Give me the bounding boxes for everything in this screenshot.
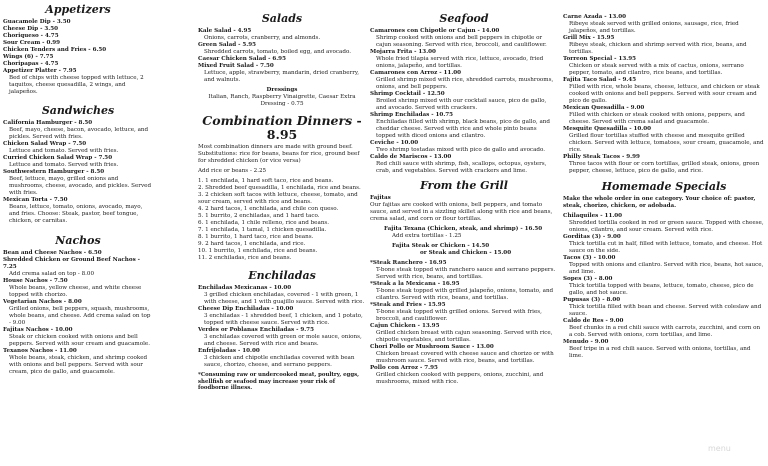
nachos-item-name: Texanos Nachos - 11.00	[3, 348, 77, 354]
special-item-name: Sopes (3) - 8.00	[563, 276, 613, 282]
nachos-item-name: Bean and Cheese Nachos - 6.50	[3, 250, 102, 256]
enchilada-item-name: Enchiladas Mexicanas - 10.00	[198, 285, 292, 291]
combination-item: 11. 2 enchiladas, rice and beans.	[198, 255, 292, 261]
nachos-item	[3, 278, 153, 299]
combination-item: 2. Shredded beef quesadilla, 1 enchilada, rice and beans.	[198, 185, 361, 191]
sandwich-item	[3, 169, 153, 197]
seafood-item-description: Whole fried tilapia served with rice, lettuce, avocado, fried onions, jalapeño, and tortillas.	[376, 56, 544, 69]
grill-extra-item	[563, 14, 765, 35]
special-item	[563, 234, 765, 255]
seafood-item	[370, 91, 558, 112]
seafood-item-description: Shrimp cooked with onions and bell peppers in chipotle or cajun seasoning. Served with rice, broccoli, and cauliflower.	[376, 35, 547, 48]
grill-extra-item-description: Ribeye steak served with grilled onions, sausage, rice, fried jalapeños, and tortillas.	[569, 21, 739, 34]
combination-item: 9. 2 hard tacos, 1 enchilada, and rice.	[198, 241, 306, 247]
special-item-description: Beef chunks in a red chili sauce with carrots, zucchini, and corn on a cob. Served with onions, corn tortillas, and lime.	[569, 325, 761, 338]
sandwich-item-description: Beef, mayo, cheese, bacon, avocado, lettuce, and pickles. Served with fries.	[9, 127, 149, 140]
seafood-item-name: Ceviche - 10.00	[370, 140, 419, 146]
grill-item-name: *Steak a la Mexicana - 16.95	[370, 281, 460, 287]
grill-extra-item	[563, 126, 765, 154]
raw-food-warning: *Consuming raw or undercooked meat, poultry, eggs, shellfish or seafood may increase your risk of foodborne illness.	[198, 372, 359, 392]
appetizer-item	[3, 40, 153, 47]
sandwich-item-name: Mexican Torta - 7.50	[3, 197, 68, 203]
appetizer-item	[3, 26, 153, 33]
grill-extra-item	[563, 77, 765, 105]
salad-item-description: Lettuce, apple, strawberry, mandarin, dried cranberry, and walnuts.	[204, 70, 360, 83]
seafood-item	[370, 112, 558, 140]
combination-title-text: Combination Dinners	[202, 113, 353, 128]
appetizer-item-description: Bed of chips with cheese topped with lettuce, 2 taquitos, cheese quesadilla, 2 wings, and jalapeños.	[9, 75, 144, 95]
appetizer-item	[3, 19, 153, 26]
special-item-description: Thick tortilla cut in half, filled with lettuce, tomato, and cheese. Hot sauce on the side.	[569, 241, 763, 254]
combination-add: Add rice or beans - 2.25	[198, 168, 267, 174]
seafood-title: Seafood	[439, 12, 489, 25]
enchilada-item-description: 3 enchiladas - 1 shredded beef, 1 chicken, and 1 potato, topped with cheese sauce. Served with rice.	[204, 313, 363, 326]
enchilada-item-description: 3 grilled chicken enchiladas, covered - 1 with green, 1 with cheese, and 1 with guajillo sauce. Served with rice.	[204, 292, 365, 305]
special-item-description: Beef tripe in a red chili sauce. Served with onions, tortillas, and lime.	[569, 346, 751, 359]
enchilada-item-description: 3 chicken and chipotle enchiladas covered with bean sauce, chorizo, cheese, and serrano peppers.	[204, 355, 355, 368]
grill-item-description: T-bone steak topped with grilled jalapeño, onions, tomato, and cilantro. Served with rice, beans, and tortillas.	[376, 288, 554, 301]
fajitas-description: Our fajitas are cooked with onions, bell peppers, and tomato sauce, and served in a sizzling skillet along with rice and beans, crema salad, and corn or flour tortillas.	[370, 202, 553, 222]
grill-extra-item-description: Filled with rice, whole beans, cheese, lettuce, and chicken or steak cooked with onions and bell peppers. Served with sour cream and pico de gallo.	[569, 84, 760, 104]
appetizer-item-name: Choriqueso - 4.75	[3, 33, 59, 39]
appetizer-item-name: Chicken Tenders and Fries - 6.50	[3, 47, 107, 53]
appetizer-item-name: Guacamole Dip - 3.50	[3, 19, 71, 25]
appetizer-item-name: Wings (6) - 7.75	[3, 54, 54, 60]
combination-item: 4. 2 hard tacos, 1 enchilada, and chile con queso.	[198, 206, 339, 212]
grill-item	[370, 302, 558, 323]
salad-item	[198, 56, 366, 63]
seafood-item-name: Mojarra Frita - 13.00	[370, 49, 436, 55]
appetizer-item	[3, 54, 153, 61]
grill-title: From the Grill	[420, 179, 508, 192]
grill-extra-item	[563, 35, 765, 56]
grill-extra-item-description: Chicken or steak served with a mix of cactus, onions, serrano pepper, tomato, and cilantro, rice beans, and tortillas.	[569, 63, 744, 76]
nachos-item-description: Steak or chicken cooked with onions and bell peppers. Served with sour cream and guacamole.	[9, 334, 150, 347]
special-item-description: Thick tortilla filled with bean and cheese. Served with coleslaw and sauce.	[569, 304, 762, 317]
seafood-item-name: Camarones con Chipotle or Cajun - 14.00	[370, 28, 500, 34]
seafood-item-description: Two shrimp tostadas mixed with pico de gallo and avocado.	[376, 147, 546, 153]
grill-item-name: Chori Pollo or Mushroom Sauce - 13.00	[370, 344, 494, 350]
appetizer-item	[3, 68, 153, 96]
seafood-item-name: Caldo de Mariscos - 13.00	[370, 154, 452, 160]
fajita-steak: Fajita Steak or Chicken - 14.50	[392, 243, 490, 249]
appetizer-item-name: Choripapas - 4.75	[3, 61, 59, 67]
nachos-item-name: Vegetarian Nachos - 8.00	[3, 299, 82, 305]
grill-list	[370, 260, 558, 386]
special-item	[563, 255, 765, 276]
enchilada-item-name: Verdes or Poblanas Enchiladas - 9.75	[198, 327, 314, 333]
grill-item	[370, 260, 558, 281]
grill-extra-item-name: Fajita Taco Salad - 9.45	[563, 77, 637, 83]
nachos-list	[3, 250, 153, 376]
special-item	[563, 339, 765, 360]
column-appetizers-sandwiches-nachos	[3, 0, 153, 466]
grill-item	[370, 344, 558, 365]
special-item-name: Chilaquiles - 11.00	[563, 213, 623, 219]
special-item-name: Caldo de Res - 9.00	[563, 318, 624, 324]
salad-item-name: Kale Salad - 4.95	[198, 28, 252, 34]
special-item-description: Shredded tortilla cooked in red or green sauce. Topped with cheese, onions, cilantro, and sour cream. Served with rice.	[569, 220, 764, 233]
salad-item-name: Mixed Fruit Salad - 7.50	[198, 63, 274, 69]
grill-item	[370, 365, 558, 386]
nachos-item-description: Add crema salad on top - 8.00	[9, 271, 95, 277]
combination-item: 7. 1 enchilada, 1 tamal, 1 chicken quesadilla.	[198, 227, 327, 233]
combination-item: 10. 1 burrito, 1 enchilada, rice and beans.	[198, 248, 318, 254]
appetizer-item	[3, 61, 153, 68]
salad-item	[198, 28, 366, 42]
special-item	[563, 213, 765, 234]
seafood-item-name: Shrimp Enchiladas - 10.75	[370, 112, 454, 118]
grill-extra-item-description: Grilled flour tortillas stuffed with cheese and mesquite grilled chicken. Served with lettuce, tomatoes, sour cream, guacamole, and rice.	[569, 133, 764, 153]
sandwiches-list	[3, 120, 153, 225]
sandwich-item-description: Beans, lettuce, tomato, onions, avocado, mayo, and fries. Choose: Steak, pastor, beef tongue, chicken, or carnitas.	[9, 204, 143, 224]
grill-extra-item-description: Three tacos with flour or corn tortillas, grilled steak, onions, green pepper, cheese, lettuce, pico de gallo, and rice.	[569, 161, 760, 174]
nachos-title: Nachos	[55, 234, 101, 247]
grill-item-name: Pollo con Arroz - 7.95	[370, 365, 438, 371]
nachos-item	[3, 327, 153, 348]
grill-extra-item	[563, 105, 765, 126]
combination-item: 3. 2 chicken soft tacos with lettuce, cheese, tomato, and sour cream, served with rice and beans.	[198, 192, 358, 205]
seafood-item	[370, 140, 558, 154]
nachos-item-name: Shredded Chicken or Ground Beef Nachos - 7.25	[3, 257, 140, 270]
seafood-item-description: Grilled shrimp mixed with rice, shredded carrots, mushrooms, onions, and bell peppers.	[376, 77, 554, 90]
grill-extra-item	[563, 56, 765, 77]
sandwich-item-name: California Hamburger - 8.50	[3, 120, 93, 126]
grill-item-name: Cajun Chicken - 13.95	[370, 323, 440, 329]
grill-item	[370, 323, 558, 344]
grill-item-description: Grilled chicken cooked with peppers, onions, zucchini, and mushrooms, mixed with rice.	[376, 372, 544, 385]
watermark-text: menu	[708, 444, 731, 453]
grill-extra-item-description: Filled with chicken or steak cooked with onions, peppers, and cheese. Served with crema salad and guacamole.	[569, 112, 745, 125]
salad-item-description: Shredded carrots, tomato, boiled egg, and avocado.	[204, 49, 352, 55]
nachos-item	[3, 299, 153, 327]
special-item-name: Pupusas (3) - 8.00	[563, 297, 621, 303]
combination-price: - 8.95	[266, 113, 362, 142]
enchilada-item	[198, 327, 366, 348]
special-item-description: Thick tortilla topped with beans, lettuce, tomato, cheese, pico de gallo, and hot sauce.	[569, 283, 754, 296]
special-item	[563, 276, 765, 297]
salad-item-name: Caesar Chicken Salad - 6.95	[198, 56, 286, 62]
special-item-description: Topped with onions and cilantro. Served with rice, beans, hot sauce, and lime.	[569, 262, 764, 275]
combination-item: 6. 1 enchilada, 1 chile relleno, rice and beans.	[198, 220, 330, 226]
grill-extra-item-name: Mesquite Quesadilla - 10.00	[563, 126, 652, 132]
sandwich-item-description: Beef, lettuce, mayo, grilled onions and mushrooms, cheese, avocado, and pickles. Served with fries.	[9, 176, 152, 196]
seafood-item-description: Broiled shrimp mixed with our cocktail sauce, pico de gallo, and avocado. Served with crackers.	[376, 98, 547, 111]
sandwich-item	[3, 155, 153, 169]
appetizer-item-name: Cheese Dip - 3.50	[3, 26, 59, 32]
grill-item-description: Chicken breast covered with cheese sauce and chorizo or with mushroom sauce. Served with rice, beans, and tortillas.	[376, 351, 554, 364]
combination-title	[198, 114, 366, 142]
combination-item: 5. 1 burrito, 2 enchiladas, and 1 hard taco.	[198, 213, 320, 219]
grill-extra-item-name: Grill Mix - 15.95	[563, 35, 615, 41]
sandwiches-title: Sandwiches	[41, 104, 115, 117]
nachos-item	[3, 250, 153, 257]
salad-item	[198, 63, 366, 84]
nachos-item	[3, 257, 153, 278]
special-item-name: Gorditas (3) - 9.00	[563, 234, 621, 240]
seafood-item	[370, 28, 558, 49]
special-item	[563, 297, 765, 318]
special-item-name: Menudo - 9.00	[563, 339, 609, 345]
salads-list	[198, 28, 366, 84]
grill-extra-item-description: Ribeye steak, chicken and shrimp served with rice, beans, and tortillas.	[569, 42, 747, 55]
nachos-item	[3, 348, 153, 376]
fajitas-title: Fajitas	[370, 195, 391, 201]
column-salads-combos-enchiladas	[198, 0, 366, 466]
grill-item-description: Grilled chicken breast with cajun seasoning. Served with rice, chipotle vegetables, and tortillas.	[376, 330, 553, 343]
nachos-item-name: Fajitas Nachos - 10.00	[3, 327, 73, 333]
column-grill-specials	[563, 0, 765, 466]
enchilada-item	[198, 306, 366, 327]
combination-intro: Most combination dinners are made with ground beef. Substitutions: rice for beans, beans for rice, ground beef for shredded chicken (or vice versa)	[198, 144, 360, 164]
appetizer-item	[3, 33, 153, 40]
specials-title: Homemade Specials	[601, 180, 727, 193]
salad-item	[198, 42, 366, 56]
enchiladas-title: Enchiladas	[248, 269, 316, 282]
seafood-item	[370, 49, 558, 70]
nachos-item-description: Whole beans, steak, chicken, and shrimp cooked with onions and bell peppers. Served with sour cream, pico de gallo, and guacamole.	[9, 355, 148, 375]
sandwich-item-name: Southwestern Hamburger - 8.50	[3, 169, 105, 175]
salads-title: Salads	[261, 12, 303, 25]
appetizers-title: Appetizers	[45, 3, 111, 16]
grill-extra-item-name: Torreon Special - 13.95	[563, 56, 636, 62]
fajita-steak-chicken: or Steak and Chicken - 15.00	[420, 250, 512, 256]
grill-extra-item-name: Philly Steak Tacos - 9.99	[563, 154, 640, 160]
seafood-item-description: Red chili sauce with shrimp, fish, scallops, octopus, oysters, crab, and vegetables. Served with crackers and lime.	[376, 161, 547, 174]
dressings-title: Dressings	[266, 87, 298, 93]
grill-extra-item	[563, 154, 765, 175]
grill-extra-list	[563, 14, 765, 175]
enchilada-item-name: Enfrijoladas - 10.00	[198, 348, 260, 354]
appetizer-item	[3, 47, 153, 54]
grill-extra-item-name: Carne Azada - 13.00	[563, 14, 627, 20]
seafood-list	[370, 28, 558, 175]
grill-item	[370, 281, 558, 302]
dressings-text: Italian, Ranch, Raspberry Vinaigrette, Caesar Extra Dressing - 0.75	[208, 94, 356, 107]
seafood-item-description: Enchiladas filled with shrimp, black beans, pico de gallo, and cheddar cheese. Served with rice and whole pinto beans topped with diced onions and cilantro.	[376, 119, 550, 139]
combination-list	[198, 178, 366, 262]
enchilada-item-name: Cheese Dip Enchiladas - 10.00	[198, 306, 294, 312]
grill-item-name: *Steak and Fries - 15.95	[370, 302, 446, 308]
nachos-item-description: Grilled onions, bell peppers, squash, mushrooms, whole beans, and cheese. Add crema salad on top - 9.00	[9, 306, 151, 326]
sandwich-item-description: Lettuce and tomato. Served with fries.	[9, 148, 119, 154]
fajita-texana: Fajita Texana (Chicken, steak, and shrimp) - 16.50	[384, 226, 543, 232]
enchilada-item	[198, 348, 366, 369]
grill-item-description: T-bone steak topped with grilled onions. Served with fries, broccoli, and cauliflower.	[376, 309, 542, 322]
nachos-item-name: House Nachos - 7.50	[3, 278, 68, 284]
sandwich-item-description: Lettuce and tomato. Served with fries.	[9, 162, 119, 168]
sandwich-item-name: Curried Chicken Salad Wrap - 7.50	[3, 155, 113, 161]
specials-list	[563, 213, 765, 360]
enchilada-item-description: 3 enchiladas covered with green or mole sauce, onions, and cheese. Served with rice and beans.	[204, 334, 362, 347]
grill-extra-item-name: Mexican Quesadilla - 9.00	[563, 105, 645, 111]
appetizers-list	[3, 19, 153, 96]
combination-item: 8. 1 burrito, 1 hard taco, rice and beans.	[198, 234, 314, 240]
appetizer-item-name: Appetizer Platter - 7.95	[3, 68, 77, 74]
sandwich-item	[3, 141, 153, 155]
enchilada-item	[198, 285, 366, 306]
enchiladas-list	[198, 285, 366, 369]
sandwich-item	[3, 197, 153, 225]
salad-item-name: Green Salad - 5.95	[198, 42, 257, 48]
salad-item-description: Onions, carrots, cranberry, and almonds.	[204, 35, 321, 41]
special-item	[563, 318, 765, 339]
seafood-item-name: Shrimp Cocktail - 12.50	[370, 91, 445, 97]
combination-item: 1. 1 enchilada, 1 hard soft taco, rice and beans.	[198, 178, 334, 184]
special-item-name: Tacos (3) - 10.00	[563, 255, 616, 261]
seafood-item	[370, 70, 558, 91]
appetizer-item-name: Sour Cream - 0.99	[3, 40, 61, 46]
grill-item-name: *Steak Ranchero - 16.95	[370, 260, 447, 266]
nachos-item-description: Whole beans, yellow cheese, and white cheese topped with chorizo.	[9, 285, 142, 298]
specials-intro: Make the whole order in one category. Your choice of: pastor, steak, chorizo, chicken, or adobada.	[563, 196, 756, 209]
column-seafood-grill	[370, 0, 558, 466]
fajita-texana-add: Add extra tortillas - 1.25	[392, 233, 462, 239]
sandwich-item	[3, 120, 153, 141]
seafood-item	[370, 154, 558, 175]
sandwich-item-name: Chicken Salad Wrap - 7.50	[3, 141, 87, 147]
grill-item-description: T-bone steak topped with ranchero sauce and serrano peppers. Served with rice, beans, and tortillas.	[376, 267, 556, 280]
seafood-item-name: Camarones con Arroz - 11.00	[370, 70, 462, 76]
